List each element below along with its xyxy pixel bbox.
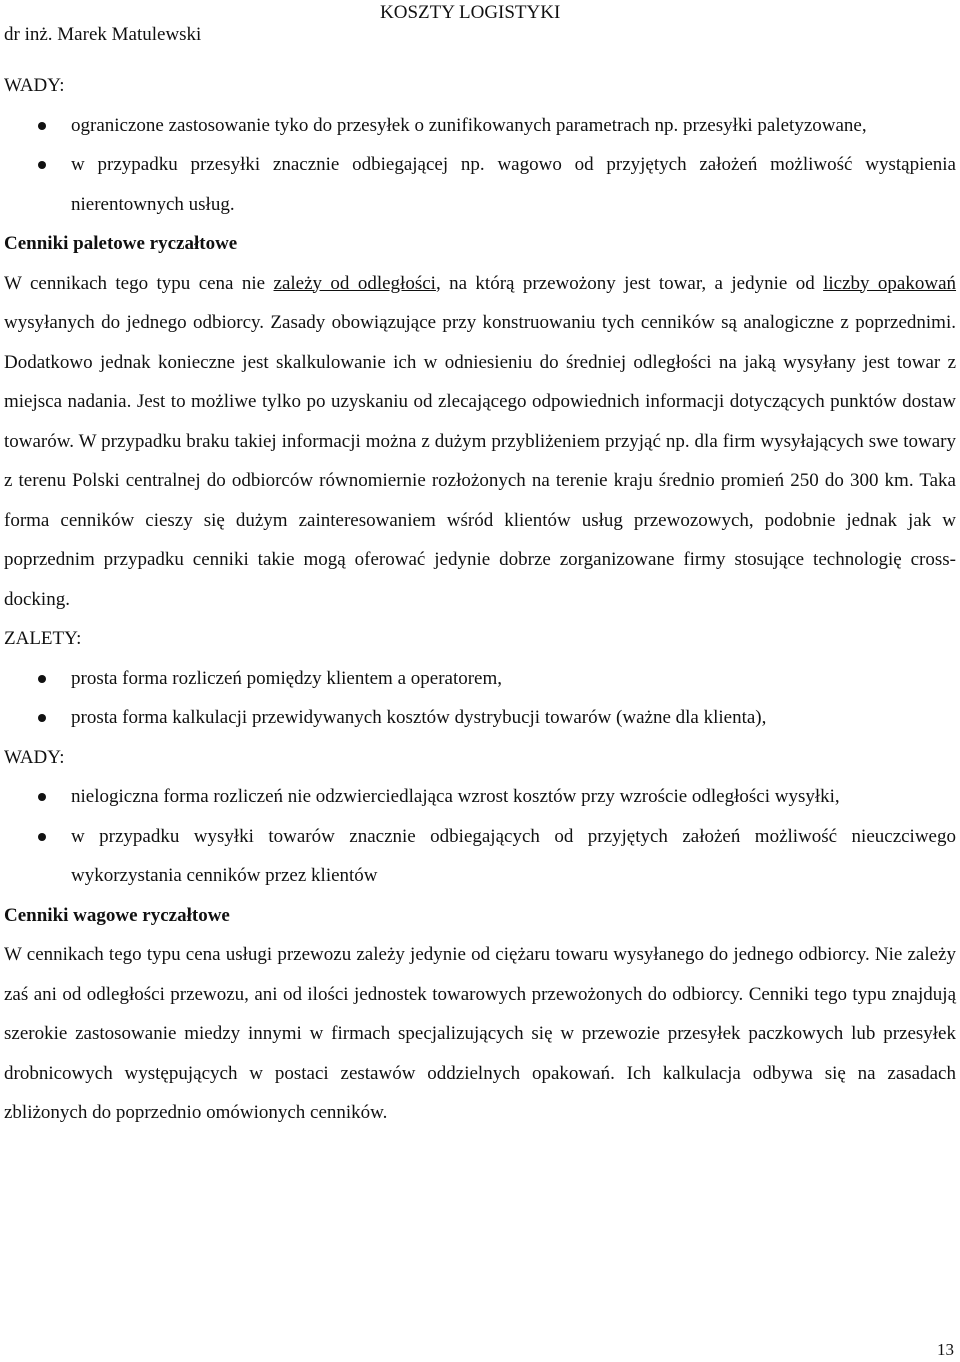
page-number: 13 (937, 1340, 954, 1359)
link-zalezy-od-odleglosci[interactable]: zależy od odległości (273, 272, 436, 294)
header-author: dr inż. Marek Matulewski (4, 24, 202, 45)
bullet-icon (38, 714, 46, 722)
paragraph-wagowe: W cennikach tego typu cena usługi przewozu zależy jedynie od ciężaru towaru wysyłanego do jednego odbiorcy. Nie zależy zaś ani od odległości przewozu, ani od ilości jednostek towarowych przewożonych do odbiorcy. Cenniki tego typu znajdują szerokie zastosowanie miedzy innymi w firmach specjalizujących się w przewozie przesyłek paczkowych lub przesyłek drobnicowych występujących w postaci zestawów oddzielnych opakowań. Ich kalkulacja odbywa się na zasadach zbliżonych do poprzednio omówionych cenników. (4, 944, 956, 1123)
bullet-icon (38, 833, 46, 841)
wady-label-2: WADY: (4, 746, 65, 768)
list-item: prosta forma rozliczeń pomiędzy klientem a operatorem, (4, 659, 956, 699)
bullet-icon (38, 122, 46, 130)
document-body (4, 66, 956, 1133)
list-item: prosta forma kalkulacji przewidywanych kosztów dystrybucji towarów (ważne dla klienta), (4, 698, 956, 738)
paragraph-paletowe: W cennikach tego typu cena nie zależy od odległości, na którą przewożony jest towar, a jedynie od liczby opakowań wysyłanych do jednego odbiorcy. Zasady obowiązujące przy konstruowaniu tych cenników są analogiczne z poprzednimi. Dodatkowo jednak konieczne jest skalkulowanie ich w odniesieniu do średniej odległości na jaką wysyłany jest towar z miejsca nadania. Jest to możliwe tylko po uzyskaniu od zlecającego odpowiednich informacji dotyczących punktów dostaw towarów. W przypadku braku takiej informacji można z dużym przybliżeniem przyjąć np. dla firm wysyłających swe towary z terenu Polski centralnej do odbiorców równomiernie rozłożonych na terenie kraju średnio promień 250 do 300 km. Taka forma cenników cieszy się dużym zainteresowaniem wśród klientów usług przewozowych, podobnie jednak jak w poprzednim przypadku cenniki takie mogą oferować jedynie dobrze zorganizowane firmy stosujące technologię cross-docking. (4, 272, 957, 610)
section-heading-wagowe: Cenniki wagowe ryczałtowe (4, 904, 230, 926)
header-title: KOSZTY LOGISTYKI (380, 2, 561, 23)
list-item: nielogiczna forma rozliczeń nie odzwierciedlająca wzrost kosztów przy wzroście odległości wysyłki, (4, 777, 956, 817)
wady-label-1: WADY: (4, 75, 65, 96)
page-header (4, 0, 954, 50)
bullet-icon (38, 675, 46, 683)
link-liczby-opakowan[interactable]: liczby opakowań (823, 272, 957, 294)
list-item: w przypadku przesyłki znacznie odbiegającej np. wagowo od przyjętych założeń możliwość wystąpienia nierentownych usług. (4, 145, 956, 224)
zalety-list (4, 659, 956, 738)
wady-list-1 (4, 106, 956, 225)
bullet-icon (38, 793, 46, 801)
zalety-label: ZALETY: (4, 628, 82, 649)
list-item: w przypadku wysyłki towarów znacznie odbiegających od przyjętych założeń możliwość nieuczciwego wykorzystania cenników przez klientów (4, 817, 956, 896)
list-item: ograniczone zastosowanie tyko do przesyłek o zunifikowanych parametrach np. przesyłki paletyzowane, (4, 106, 956, 146)
section-heading-paletowe: Cenniki paletowe ryczałtowe (4, 233, 238, 254)
wady-list-2 (4, 777, 956, 896)
bullet-icon (38, 161, 46, 169)
